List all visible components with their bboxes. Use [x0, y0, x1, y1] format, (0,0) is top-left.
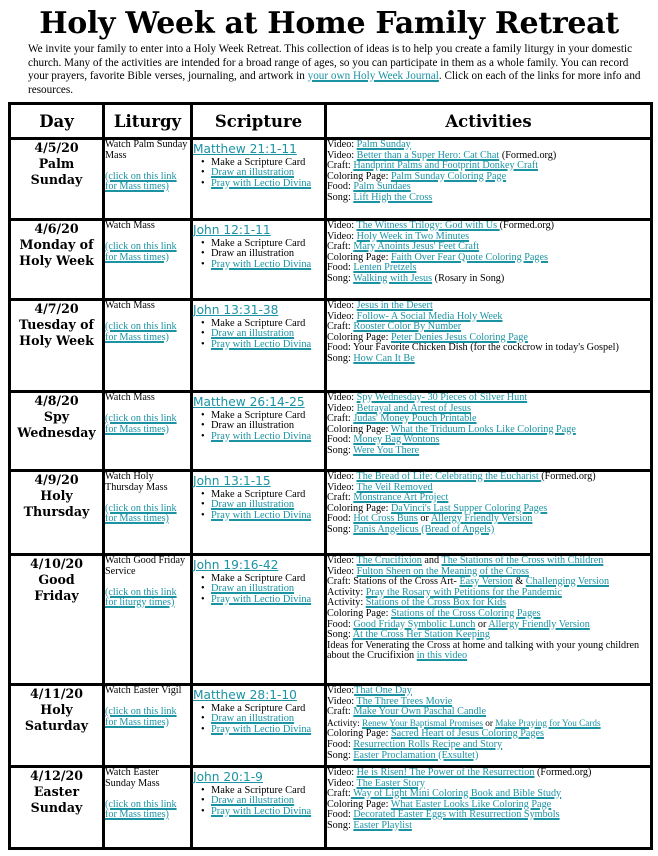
- scripture-cell: [192, 471, 326, 555]
- day-name: Palm: [38, 156, 75, 171]
- activity-link[interactable]: Panis Angelicus (Bread of Angels): [353, 523, 495, 535]
- mass-times-link[interactable]: (click on this link for Mass times): [105, 706, 177, 728]
- activities-cell: [326, 300, 652, 392]
- liturgy-text: Watch Mass: [105, 392, 155, 403]
- scripture-task-link[interactable]: Pray with Lectio Divina: [211, 805, 312, 817]
- activity-link[interactable]: Betrayal and Arrest of Jesus: [356, 402, 471, 414]
- scripture-task-link[interactable]: Pray with Lectio Divina: [211, 338, 312, 350]
- activity-link[interactable]: What the Triduum Looks Like Coloring Page: [390, 423, 576, 435]
- scripture-task: [203, 340, 324, 350]
- activity-label: or: [417, 513, 431, 525]
- activity-link[interactable]: Resurrection Rolls Recipe and Story: [353, 738, 503, 750]
- table-row: [10, 300, 652, 392]
- activity-label: Song:: [327, 749, 354, 761]
- day-cell: [10, 392, 104, 471]
- activity-label: Coloring Page:: [327, 728, 391, 740]
- day-name: Friday: [34, 588, 79, 603]
- liturgy-cell: [104, 139, 192, 220]
- activity-link[interactable]: Good Friday Symbolic Lunch: [353, 618, 476, 630]
- activities-cell: [326, 471, 652, 555]
- scripture-task-link[interactable]: Draw an illustration: [211, 167, 295, 179]
- scripture-reference-link[interactable]: John 19:16-42: [193, 558, 279, 572]
- activities-cell: [326, 685, 652, 767]
- activity-label: Craft:: [327, 321, 354, 333]
- scripture-task-link[interactable]: Pray with Lectio Divina: [211, 177, 312, 189]
- scripture-reference-link[interactable]: Matthew 26:14-25: [193, 395, 305, 409]
- day-cell: [10, 471, 104, 555]
- activity-label: Craft: Stations of the Cross Art-: [327, 576, 460, 588]
- activity-label: (Formed.org): [534, 767, 592, 778]
- activity-line: [327, 641, 650, 662]
- activity-line: [327, 821, 650, 832]
- activity-label: Video:: [327, 685, 355, 696]
- activities-cell: [326, 392, 652, 471]
- activity-link[interactable]: Renew Your Baptismal Promises: [361, 717, 483, 728]
- activity-link[interactable]: Stations of the Cross Coloring Pages: [390, 607, 541, 619]
- scripture-cell: [192, 555, 326, 685]
- liturgy-text: Watch Easter Sunday Mass: [105, 767, 160, 789]
- liturgy-cell: [104, 300, 192, 392]
- activity-label: Craft:: [327, 706, 354, 718]
- scripture-reference-link[interactable]: Matthew 21:1-11: [193, 142, 297, 156]
- activity-link[interactable]: Palm Sunday: [356, 139, 411, 150]
- scripture-cell: [192, 300, 326, 392]
- activity-link[interactable]: Walking with Jesus: [353, 272, 433, 284]
- scripture-task: [203, 725, 324, 735]
- activity-link[interactable]: Peter Denies Jesus Coloring Page: [390, 331, 528, 343]
- scripture-task: [203, 432, 324, 442]
- activity-label: Food:: [327, 181, 354, 193]
- liturgy-text: Watch Mass: [105, 300, 155, 311]
- activity-line: [327, 274, 650, 285]
- activity-label: Food:: [327, 809, 354, 821]
- activity-label: Coloring Page:: [327, 607, 391, 619]
- day-date: 4/10/20: [29, 556, 83, 571]
- scripture-task-link[interactable]: Pray with Lectio Divina: [211, 723, 312, 735]
- day-date: 4/9/20: [34, 472, 79, 487]
- scripture-cell: [192, 392, 326, 471]
- activity-link[interactable]: Make Praying for You Cards: [495, 717, 601, 728]
- table-row: [10, 555, 652, 685]
- activity-label: Food:: [327, 618, 354, 630]
- liturgy-cell: [104, 392, 192, 471]
- scripture-task: • Make a Scripture Card: [203, 574, 324, 584]
- activity-link[interactable]: Jesus in the Desert: [356, 300, 433, 311]
- activity-label: Song:: [327, 629, 353, 641]
- liturgy-cell: [104, 555, 192, 685]
- scripture-reference-link[interactable]: John 13:1-15: [193, 474, 271, 488]
- activity-label: Video:: [327, 402, 357, 414]
- activity-label: Video:: [327, 555, 357, 566]
- scripture-task: • Make a Scripture Card: [203, 786, 324, 796]
- day-name: Holy Week: [19, 253, 94, 268]
- header-row: [10, 104, 652, 139]
- mass-times-link[interactable]: (click on this link for Mass times): [105, 241, 177, 263]
- intro-paragraph: [28, 43, 648, 97]
- activity-link[interactable]: He is Risen! The Power of the Resurrection: [356, 767, 535, 778]
- header-activities: Activities: [326, 104, 652, 139]
- activity-link[interactable]: Monstrance Art Project: [353, 492, 449, 504]
- scripture-reference-link[interactable]: John 20:1-9: [193, 770, 263, 784]
- activity-link[interactable]: Way of Light Mini Coloring Book and Bible Study: [350, 788, 562, 800]
- activity-line: [327, 354, 650, 365]
- day-name: Saturday: [24, 718, 89, 733]
- day-date: 4/8/20: [34, 393, 79, 408]
- activity-link[interactable]: The Crucifixion: [356, 555, 422, 566]
- intro-after: . Click on each of the links for more info and resources.: [28, 70, 641, 96]
- liturgy-cell: [104, 220, 192, 300]
- day-cell: [10, 220, 104, 300]
- liturgy-cell: [104, 767, 192, 849]
- day-name: Spy: [43, 409, 70, 424]
- activity-label: or: [482, 717, 496, 728]
- activity-label: Craft:: [327, 492, 354, 504]
- activity-label: Video:: [327, 149, 357, 161]
- liturgy-cell: [104, 471, 192, 555]
- activity-link[interactable]: The Bread of Life: Celebrating the Eucharist: [356, 471, 542, 482]
- mass-times-link[interactable]: (click on this link for Mass times): [105, 170, 177, 193]
- activity-label: Food: Your Favorite Chicken Dish (for the cockcrow in today's Gospel): [327, 342, 619, 354]
- scripture-task-list: [193, 158, 324, 189]
- scripture-task: [203, 511, 324, 521]
- activity-label: Activity:: [327, 586, 366, 598]
- scripture-task: • Draw an illustration: [203, 249, 324, 259]
- day-cell: [10, 300, 104, 392]
- activity-link[interactable]: How Can It Be: [353, 352, 415, 364]
- mass-times-link[interactable]: (click on this link for Mass times): [105, 413, 177, 435]
- activity-link[interactable]: Lift High the Cross: [353, 191, 433, 203]
- activity-link[interactable]: Spy Wednesday- 30 Pieces of Silver Hunt: [356, 392, 528, 403]
- activity-link[interactable]: Money Bag Wontons: [353, 434, 440, 446]
- activity-label: Craft:: [327, 788, 351, 800]
- activity-link[interactable]: Holy Week in Two Minutes: [356, 230, 470, 242]
- scripture-task: • Make a Scripture Card: [203, 704, 324, 714]
- activity-label: Activity:: [327, 597, 366, 609]
- activity-label: Coloring Page:: [327, 423, 391, 435]
- mass-times-link[interactable]: (click on this link for Mass times): [105, 798, 177, 821]
- activity-link[interactable]: Allergy Friendly Version: [430, 513, 533, 525]
- day-cell: [10, 555, 104, 685]
- day-date: 4/5/20: [34, 140, 79, 155]
- activity-label: Video:: [327, 565, 357, 577]
- activity-label: Song:: [327, 191, 354, 203]
- activity-link[interactable]: Allergy Friendly Version: [488, 618, 590, 630]
- activity-link[interactable]: Handprint Palms and Footprint Donkey Craft: [353, 160, 539, 172]
- scripture-task-link[interactable]: Pray with Lectio Divina: [211, 593, 312, 605]
- activity-label: Video:: [327, 481, 357, 493]
- activity-label: Song:: [327, 819, 354, 831]
- activity-label: Song:: [327, 523, 354, 535]
- activity-link[interactable]: Easter Playlist: [353, 819, 412, 831]
- activity-link[interactable]: Make Your Own Paschal Candle: [353, 706, 487, 718]
- header-day: Day: [10, 104, 104, 139]
- activities-cell: [326, 220, 652, 300]
- activity-line: [327, 446, 650, 457]
- activity-link[interactable]: The Veil Removed: [356, 481, 433, 493]
- table-row: [10, 767, 652, 849]
- day-cell: [10, 685, 104, 767]
- table-row: [10, 139, 652, 220]
- scripture-task: [203, 807, 324, 817]
- scripture-task: [203, 260, 324, 270]
- day-name: Monday of: [19, 237, 94, 252]
- activity-label: Activity:: [327, 717, 362, 728]
- activity-label: Coloring Page:: [327, 798, 391, 810]
- activity-label: Craft:: [327, 241, 354, 253]
- activity-label: (Rosary in Song): [432, 272, 505, 284]
- activity-label: (Formed.org): [499, 220, 555, 231]
- activity-line: [327, 707, 650, 718]
- table-row: [10, 392, 652, 471]
- scripture-task: • Make a Scripture Card: [203, 490, 324, 500]
- activity-link[interactable]: That One Day: [354, 685, 412, 696]
- activity-link[interactable]: The Stations of the Cross with Children: [441, 555, 604, 566]
- scripture-reference-link[interactable]: Matthew 28:1-10: [193, 688, 297, 702]
- activity-label: Food:: [327, 434, 354, 446]
- day-name: Sunday: [30, 800, 83, 815]
- activity-link[interactable]: Easy Version: [459, 576, 513, 588]
- scripture-cell: [192, 685, 326, 767]
- activity-label: Song:: [327, 444, 354, 456]
- scripture-reference-link[interactable]: John 12:1-11: [193, 223, 271, 237]
- activity-link[interactable]: Decorated Easter Eggs with Resurrection Symbols: [353, 809, 560, 821]
- scripture-task: • Make a Scripture Card: [203, 158, 324, 168]
- activity-label: Video:: [327, 695, 357, 707]
- activity-link[interactable]: Sacred Heart of Jesus Coloring Pages: [390, 728, 545, 740]
- activity-label: Food:: [327, 262, 354, 274]
- activity-label: or: [475, 618, 489, 630]
- activity-link[interactable]: Lenten Pretzels: [353, 262, 417, 274]
- activity-label: Food:: [327, 513, 354, 525]
- liturgy-text: Watch Palm Sunday Mass: [105, 139, 188, 161]
- activities-cell: [326, 767, 652, 849]
- scripture-reference-link[interactable]: John 13:31-38: [193, 303, 279, 317]
- activities-cell: [326, 139, 652, 220]
- scripture-task-link[interactable]: Draw an illustration: [211, 328, 295, 340]
- day-name: Thursday: [23, 504, 90, 519]
- liturgy-text: Watch Easter Vigil: [105, 685, 182, 696]
- scripture-task: [203, 179, 324, 189]
- activity-line: [327, 525, 650, 536]
- scripture-task-link[interactable]: Pray with Lectio Divina: [211, 258, 312, 270]
- activity-label: (Formed.org): [541, 471, 596, 482]
- scripture-task-list: [193, 490, 324, 521]
- activities-cell: [326, 555, 652, 685]
- activity-label: and: [421, 555, 442, 566]
- scripture-task: • Make a Scripture Card: [203, 411, 324, 421]
- header-liturgy: Liturgy: [104, 104, 192, 139]
- scripture-cell: [192, 220, 326, 300]
- day-name: Good: [38, 572, 75, 587]
- day-name: Tuesday of: [19, 317, 94, 332]
- scripture-task-list: [193, 704, 324, 735]
- activity-link[interactable]: Faith Over Fear Quote Coloring Pages: [390, 251, 548, 263]
- table-row: [10, 220, 652, 300]
- scripture-task-link[interactable]: Draw an illustration: [211, 583, 295, 595]
- mass-times-link[interactable]: (click on this link for liturgy times): [105, 586, 177, 609]
- header-scripture: Scripture: [192, 104, 326, 139]
- activity-link[interactable]: Stations of the Cross Box for Kids: [365, 597, 507, 609]
- activity-link[interactable]: Were You There: [353, 444, 420, 456]
- activity-link[interactable]: in this video: [416, 650, 468, 662]
- table-row: [10, 471, 652, 555]
- activity-label: Video:: [327, 392, 357, 403]
- day-cell: [10, 767, 104, 849]
- day-name: Wednesday: [17, 425, 96, 440]
- scripture-task: • Make a Scripture Card: [203, 239, 324, 249]
- scripture-task-link[interactable]: Pray with Lectio Divina: [211, 430, 312, 442]
- activity-label: Song:: [327, 352, 354, 364]
- scripture-task: • Draw an illustration: [203, 421, 324, 431]
- day-name: Holy: [40, 488, 73, 503]
- scripture-task-link[interactable]: Draw an illustration: [211, 713, 295, 725]
- activity-link[interactable]: What Easter Looks Like Coloring Page: [390, 798, 552, 810]
- activity-label: Video:: [327, 300, 357, 311]
- activity-link[interactable]: Pray the Rosary with Petitions for the Pandemic: [365, 586, 562, 598]
- scripture-task-list: [193, 574, 324, 605]
- day-date: 4/7/20: [34, 301, 79, 316]
- table-row: [10, 685, 652, 767]
- liturgy-text: Watch Good Friday Service: [105, 555, 186, 577]
- activity-link[interactable]: Hot Cross Buns: [353, 513, 418, 525]
- activity-link[interactable]: Mary Anoints Jesus' Feet Craft: [353, 241, 480, 253]
- activity-label: Craft:: [327, 413, 354, 425]
- scripture-task: [203, 595, 324, 605]
- scripture-task-list: [193, 319, 324, 350]
- day-name: Holy: [40, 702, 73, 717]
- activity-label: Video:: [327, 777, 357, 789]
- day-cell: [10, 139, 104, 220]
- day-name: Easter: [33, 784, 80, 799]
- scripture-task: • Make a Scripture Card: [203, 319, 324, 329]
- retreat-table: [8, 102, 653, 850]
- activity-label: Ideas for Venerating the Cross at home and talking with your young children about the Crucifixion: [327, 639, 640, 662]
- day-name: Holy Week: [19, 333, 94, 348]
- activity-label: Food:: [327, 738, 354, 750]
- activity-link[interactable]: Rooster Color By Number: [353, 321, 462, 333]
- liturgy-text: Watch Mass: [105, 220, 155, 231]
- activity-link[interactable]: Judas' Money Pouch Printable: [353, 413, 477, 425]
- intro-text: We invite your family to enter into a Holy Week Retreat. This collection of ideas is to help you create a family liturgy in your domestic church. Many of the activities are intended for a broad range of ages, so you can participate in them as a whole family. You can record your prayers, favorite Bible verses, journaling, and artwork in: [28, 43, 633, 83]
- scripture-task-list: [193, 239, 324, 270]
- activity-link[interactable]: The Easter Story: [356, 777, 425, 789]
- activity-link[interactable]: Follow- A Social Media Holy Week: [356, 310, 503, 322]
- activity-link[interactable]: Palm Sunday Coloring Page: [390, 170, 507, 182]
- scripture-task-link[interactable]: Pray with Lectio Divina: [211, 509, 312, 521]
- activity-label: Coloring Page:: [327, 170, 391, 182]
- activity-label: Video:: [327, 139, 357, 150]
- activity-label: Video:: [327, 230, 357, 242]
- activity-label: Coloring Page:: [327, 331, 391, 343]
- activity-link[interactable]: Better than a Super Hero: Cat Chat: [356, 149, 500, 161]
- activity-label: Video:: [327, 767, 357, 778]
- activity-link[interactable]: At the Cross Her Station Keeping: [352, 629, 490, 641]
- activity-label: Coloring Page:: [327, 251, 391, 263]
- activity-line: [327, 193, 650, 204]
- activity-line: [327, 751, 650, 762]
- activity-link[interactable]: The Witness Trilogy: God with Us: [356, 220, 500, 231]
- activity-link[interactable]: Challenging Version: [525, 576, 610, 588]
- activity-label: Craft:: [327, 160, 354, 172]
- activity-label: Video:: [327, 471, 357, 482]
- scripture-task-link[interactable]: Draw an illustration: [211, 499, 295, 511]
- scripture-task-list: [193, 786, 324, 817]
- mass-times-link[interactable]: (click on this link for Mass times): [105, 321, 177, 343]
- day-date: 4/6/20: [34, 221, 79, 236]
- table-body: [10, 139, 652, 849]
- activity-label: Video:: [327, 310, 357, 322]
- scripture-cell: [192, 767, 326, 849]
- activity-label: Song:: [327, 272, 354, 284]
- day-date: 4/11/20: [29, 686, 83, 701]
- activity-link[interactable]: The Three Trees Movie: [356, 695, 453, 707]
- scripture-cell: [192, 139, 326, 220]
- page-title: Holy Week at Home Family Retreat: [39, 6, 619, 41]
- scripture-task-list: [193, 411, 324, 442]
- activity-label: &: [512, 576, 526, 588]
- activity-link[interactable]: DaVinci's Last Supper Coloring Pages: [390, 502, 548, 514]
- scripture-task-link[interactable]: Draw an illustration: [211, 795, 295, 807]
- journal-link[interactable]: your own Holy Week Journal: [307, 70, 439, 83]
- activity-link[interactable]: Palm Sundaes: [353, 181, 411, 193]
- activity-label: (Formed.org): [499, 149, 557, 161]
- activity-link[interactable]: Easter Proclamation (Exsultet): [353, 749, 479, 761]
- mass-times-link[interactable]: (click on this link for Mass times): [105, 502, 177, 525]
- activity-label: Coloring Page:: [327, 502, 391, 514]
- activity-link[interactable]: Fulton Sheen on the Meaning of the Cross: [356, 565, 529, 577]
- liturgy-text: Watch Holy Thursday Mass: [105, 471, 168, 493]
- day-date: 4/12/20: [29, 768, 83, 783]
- liturgy-cell: [104, 685, 192, 767]
- day-name: Sunday: [30, 172, 83, 187]
- activity-label: Video:: [327, 220, 357, 231]
